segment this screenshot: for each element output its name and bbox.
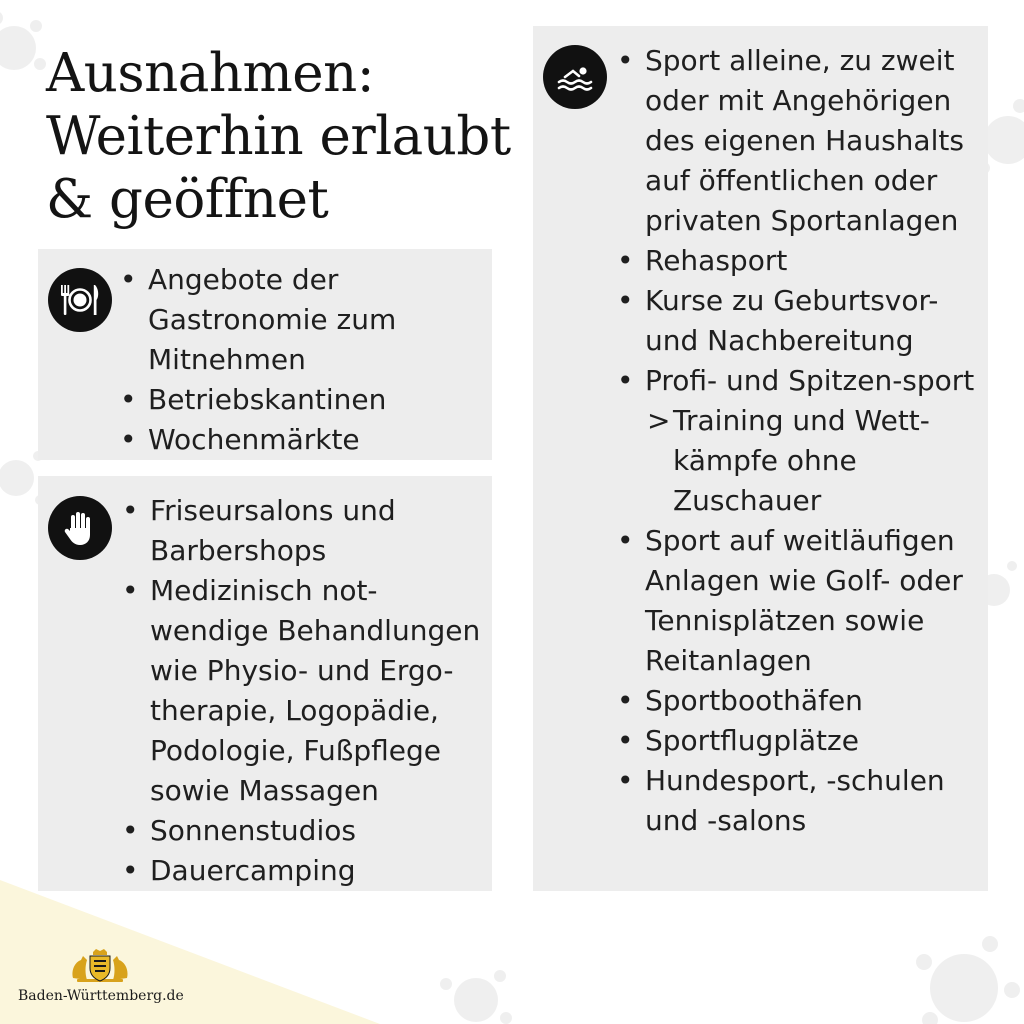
sub-item-label: Training und Wett-kämpfe ohne Zuschauer [673,404,930,517]
list-item: • Sport alleine, zu zweit oder mit Angehörigen des eigenen Haushalts auf öffentlichen oder privaten Sportanlagen [617,41,987,241]
headline-line-3: & geöffnet [46,169,329,230]
coat-of-arms-icon [69,948,131,984]
sport-list [617,41,987,841]
list-item: • Friseursalons und Barbershops [122,491,492,571]
services-panel [38,476,492,891]
headline-line-1: Ausnahmen: [46,43,375,104]
list-item: • Betriebskantinen [120,380,488,420]
state-logo [18,948,184,1004]
headline-line-2: Weiterhin erlaubt [46,106,511,167]
list-item: • Medizinisch not-wendige Behandlungen wie Physio- und Ergo-therapie, Logopädie, Podologie, Fußpflege sowie Massagen [122,571,492,811]
services-list [122,491,492,891]
gastronomy-list [120,260,488,460]
list-item: • Angebote der Gastronomie zum Mitnehmen [120,260,488,380]
list-item: • Sport auf weitläufigen Anlagen wie Golf- oder Tennisplätzen sowie Reitanlagen [617,521,987,681]
list-item: • Wochenmärkte [120,420,488,460]
list-item: • Profi- und Spitzen-sport [617,361,987,401]
swimmer-icon [543,45,607,109]
sub-item-marker: > [647,404,671,437]
gastronomy-panel [38,249,492,460]
list-item: • Sportboothäfen [617,681,987,721]
plate-cutlery-icon [48,268,112,332]
list-item: • Rehasport [617,241,987,281]
hand-icon [48,496,112,560]
logo-text: Baden-Württemberg.de [18,988,184,1004]
list-item: • Dauercamping [122,851,492,891]
list-item: • Kurse zu Geburtsvor- und Nachbereitung [617,281,987,361]
list-item: • Hundesport, -schulen und -salons [617,761,987,841]
sub-list-item [617,401,987,521]
list-item: • Sportflugplätze [617,721,987,761]
list-item: • Sonnenstudios [122,811,492,851]
headline [46,42,511,231]
sub-item-text [647,401,987,521]
sport-panel [533,26,988,891]
